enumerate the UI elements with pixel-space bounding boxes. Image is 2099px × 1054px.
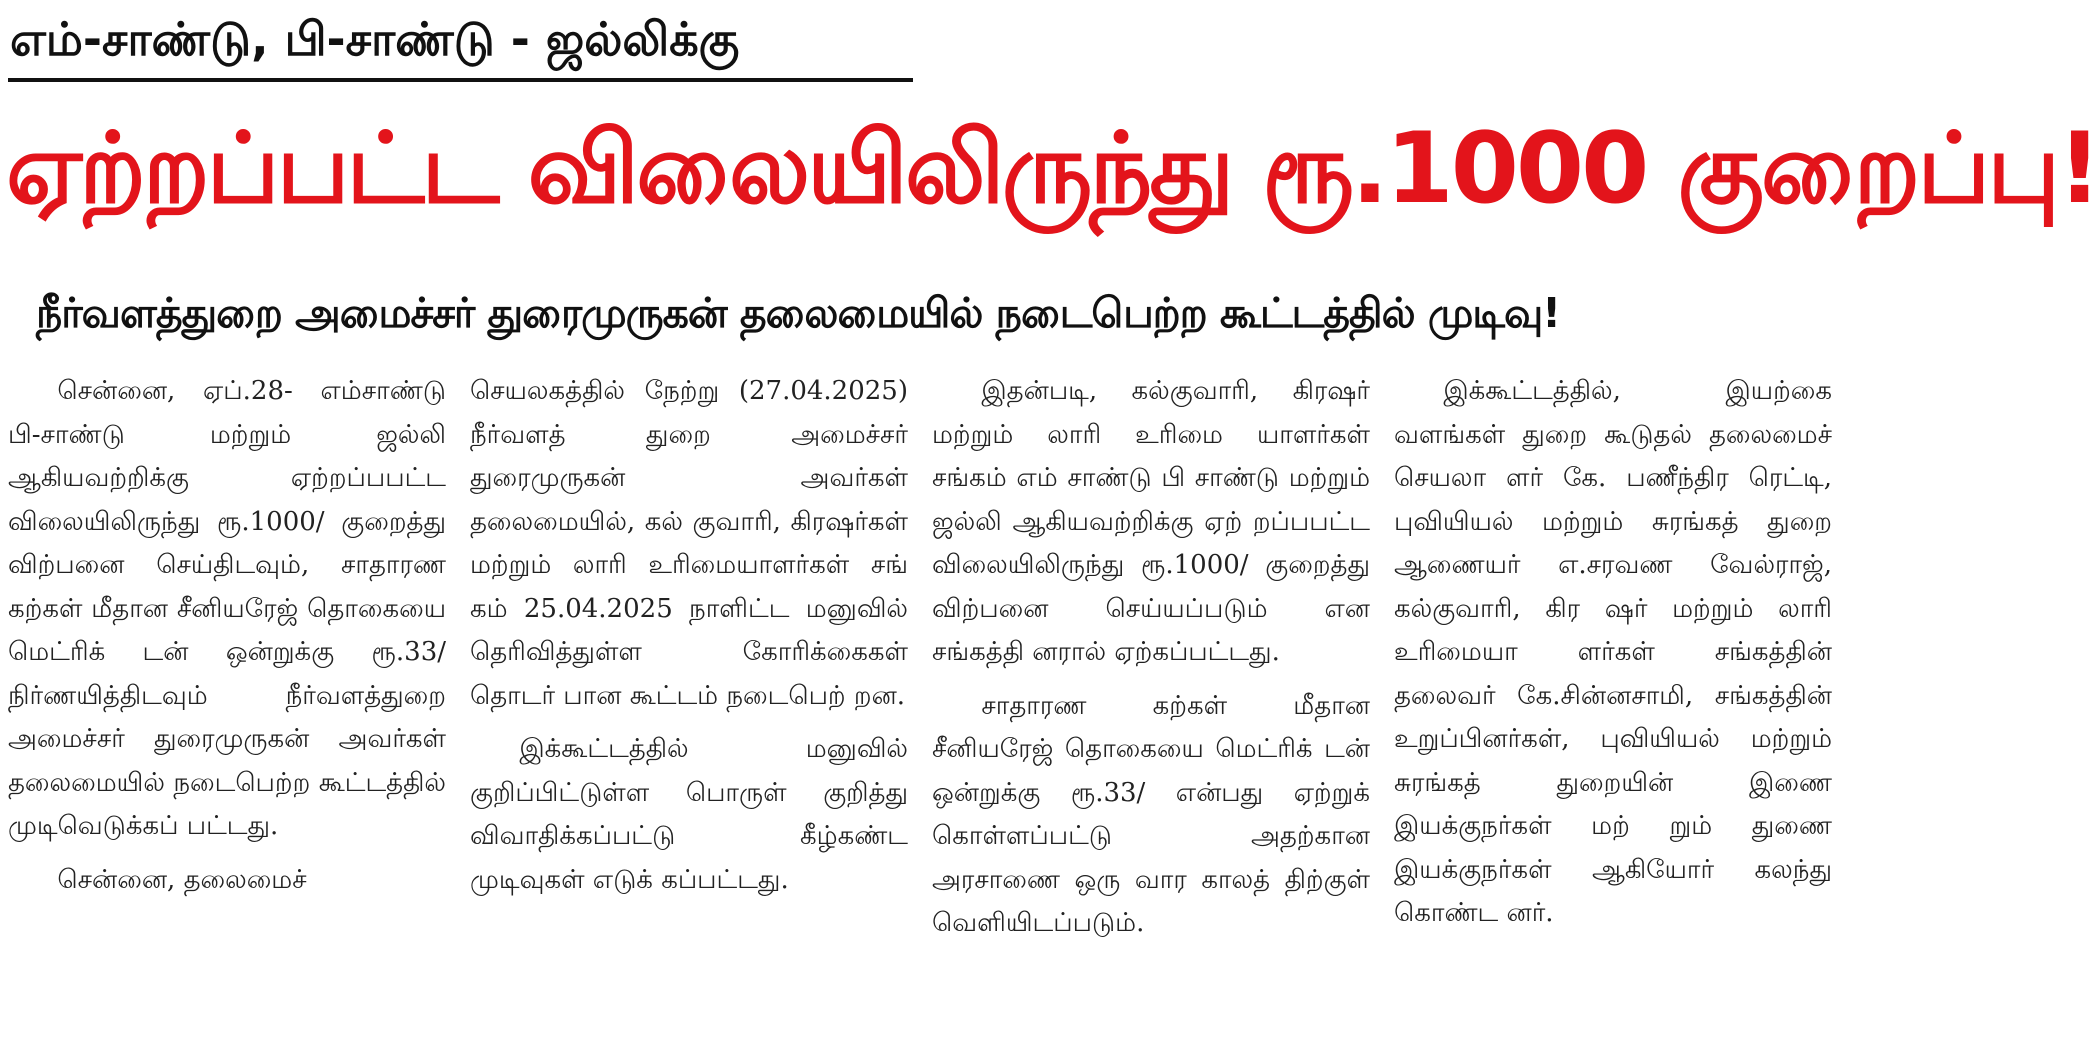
paragraph: செயலகத்தில் நேற்று (27.04.2025) நீர்வளத் துறை அமைச்சர் துரைமுருகன் அவர்கள் தலைமையில், கல் குவாரி, கிரஷர்கள் மற்றும் லாரி உரிமையாளர்கள் சங் கம் 25.04.2025 நாளிட்ட மனுவில் தெரிவித்துள்ள கோரிக்கைகள் தொடர் பான கூட்டம் நடைபெற் றன. — [470, 376, 908, 711]
kicker-heading: எம்-சாண்டு, பி-சாண்டு - ஜல்லிக்கு — [10, 12, 740, 66]
paragraph: சாதாரண கற்கள் மீதான சீனியரேஜ் தொகையை மெட்ரிக் டன் ஒன்றுக்கு ரூ.33/ என்பது ஏற்றுக் கொள்ளப்பட்டு அதற்கான அரசாணை ஒரு வார காலத் திற்குள் வெளியிடப்படும். — [932, 690, 1370, 938]
paragraph: சென்னை, தலைமைச் — [57, 864, 307, 895]
article-column-1 — [8, 370, 446, 1054]
sub-headline: நீர்வளத்துறை அமைச்சர் துரைமுருகன் தலைமையில் நடைபெற்ற கூட்டத்தில் முடிவு! — [36, 289, 1560, 337]
article-column-3 — [932, 370, 1370, 1054]
paragraph: சென்னை, ஏப்.28- எம்சாண்டு பி-சாண்டு மற்றும் ஜல்லி ஆகியவற்றிக்கு ஏற்றப்பபட்ட விலையிலிருந்து ரூ.1000/ குறைத்து விற்பனை செய்திடவும், சாதாரண கற்கள் மீதான சீனியரேஜ் தொகையை மெட்ரிக் டன் ஒன்றுக்கு ரூ.33/ நிர்ணயித்திடவும் நீர்வளத்துறை அமைச்சர் துரைமுருகன் அவர்கள் தலைமையில் நடைபெற்ற கூட்டத்தில் முடிவெடுக்கப் பட்டது. — [8, 376, 446, 841]
article-body — [8, 370, 1832, 1054]
article-column-2 — [470, 370, 908, 1054]
kicker-underline — [8, 78, 913, 82]
paragraph: இதன்படி, கல்குவாரி, கிரஷர் மற்றும் லாரி உரிமை யாளர்கள் சங்கம் எம் சாண்டு பி சாண்டு மற்றும் ஜல்லி ஆகியவற்றிக்கு ஏற் றப்பபட்ட விலையிலிருந்து ரூ.1000/ குறைத்து விற்பனை செய்யப்படும் என சங்கத்தி னரால் ஏற்கப்பட்டது. — [932, 376, 1370, 667]
paragraph: இக்கூட்டத்தில் மனுவில் குறிப்பிட்டுள்ள பொருள் குறித்து விவாதிக்கப்பட்டு கீழ்கண்ட முடிவுகள் எடுக் கப்பட்டது. — [470, 734, 908, 895]
main-headline: ஏற்றப்பட்ட விலையிலிருந்து ரூ.1000 குறைப்பு! — [6, 112, 2099, 226]
article-column-4 — [1394, 370, 1832, 1054]
paragraph: இக்கூட்டத்தில், இயற்கை வளங்கள் துறை கூடுதல் தலைமைச் செயலா ளர் கே. பணீந்திர ரெட்டி, புவியியல் மற்றும் சுரங்கத் துறை ஆணையர் எ.சரவண வேல்ராஜ், கல்குவாரி, கிர ஷர் மற்றும் லாரி உரிமையா ளர்கள் சங்கத்தின் தலைவர் கே.சின்னசாமி, சங்கத்தின் உறுப்பினர்கள், புவியியல் மற்றும் சுரங்கத் துறையின் இணை இயக்குநர்கள் மற் றும் துணை இயக்குநர்கள் ஆகியோர் கலந்து கொண்ட னர். — [1394, 376, 1832, 928]
